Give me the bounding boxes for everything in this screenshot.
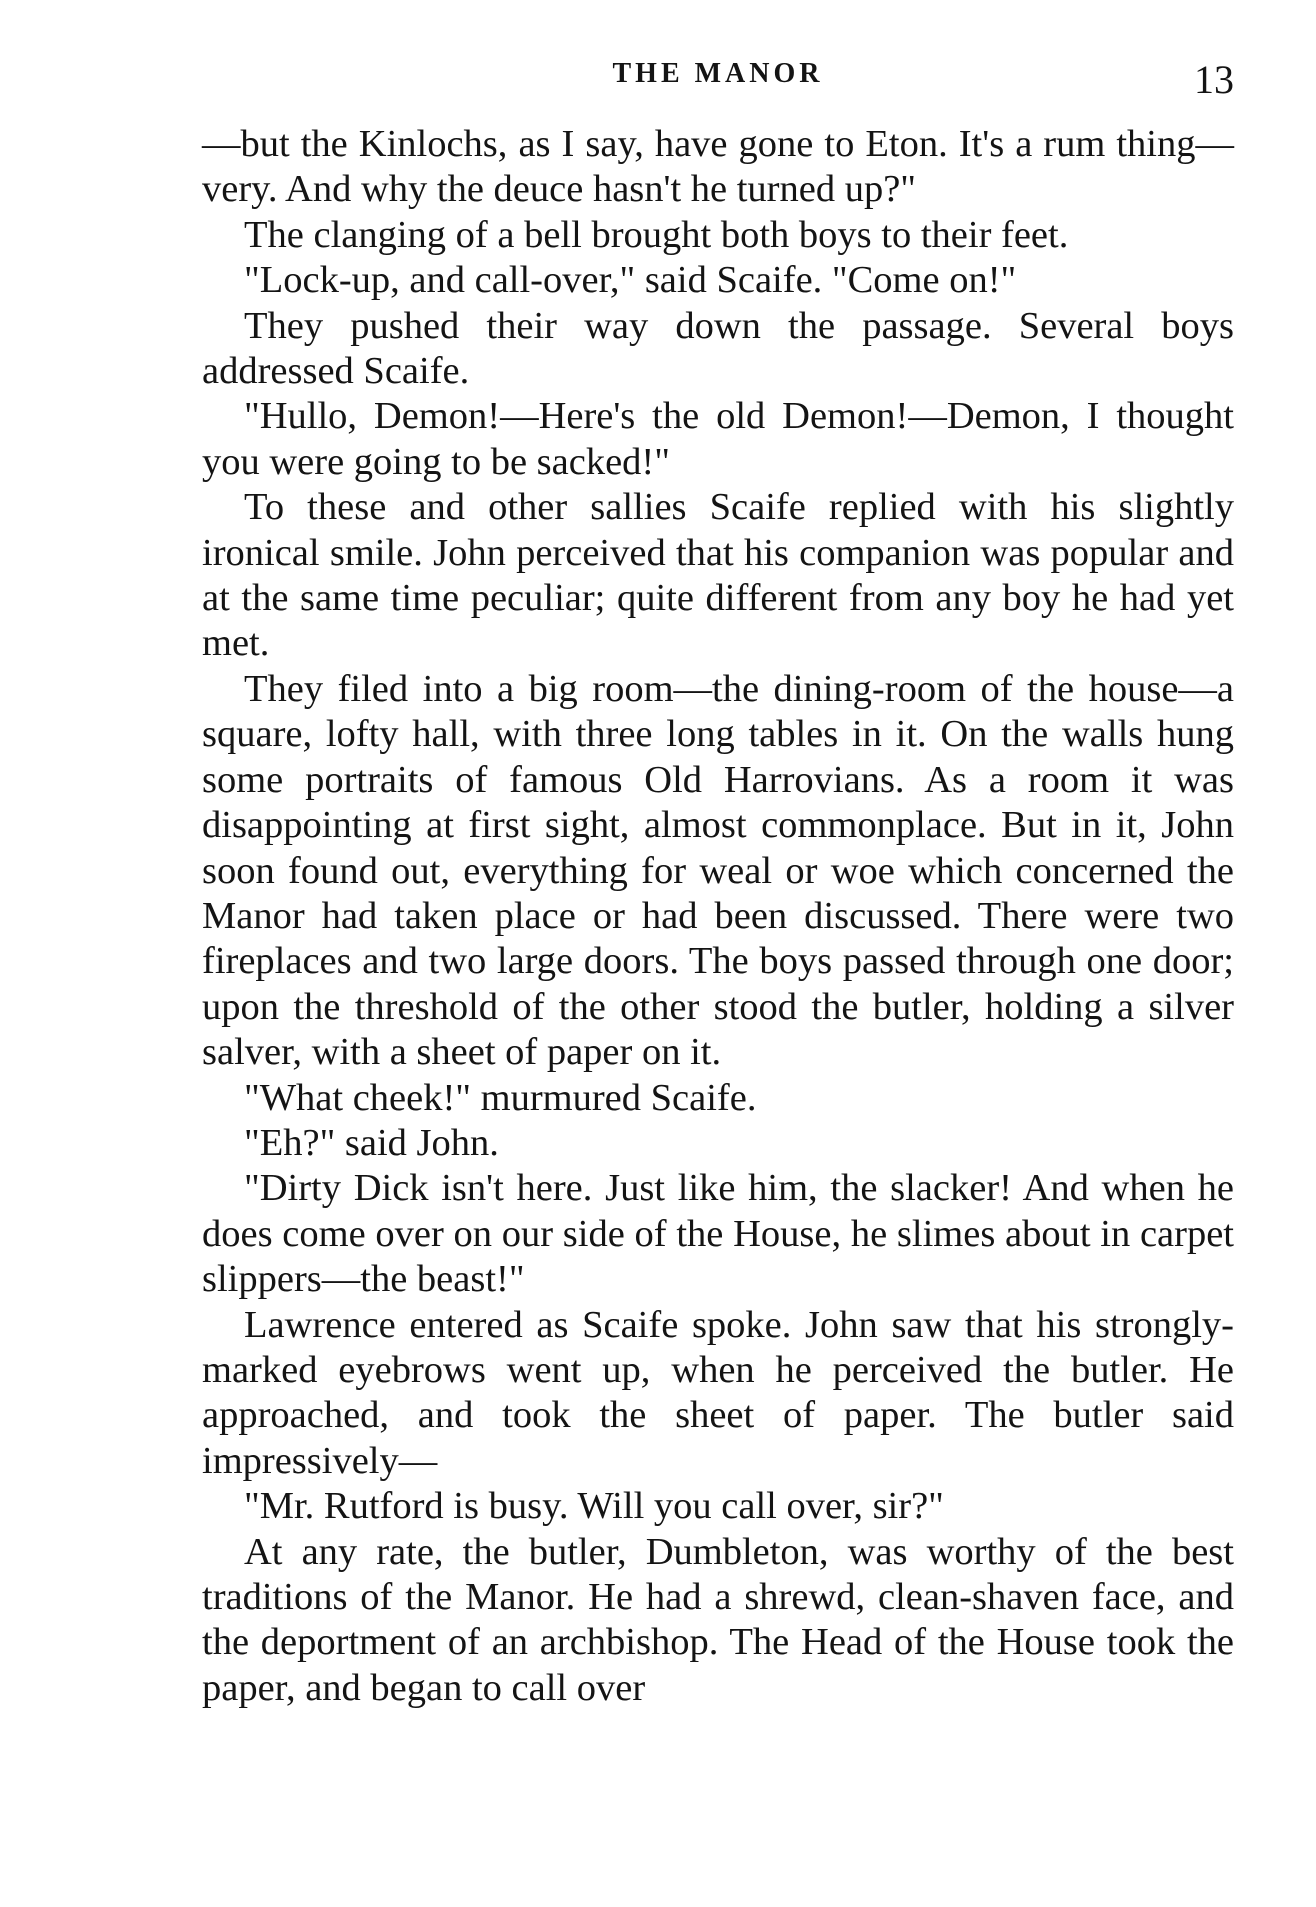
paragraph: "Dirty Dick isn't here. Just like him, the slacker! And when he does come over on our side of the House, he slimes about in carpet slippers—the beast!" bbox=[202, 1167, 1234, 1301]
page-header bbox=[202, 56, 1234, 112]
paragraph: "Lock-up, and call-over," said Scaife. "Come on!" bbox=[244, 259, 1017, 302]
paragraph: Lawrence entered as Scaife spoke. John saw that his strongly-marked eyebrows went up, when he perceived the butler. He approached, and took the sheet of paper. The butler said impressively— bbox=[202, 1303, 1234, 1482]
paragraph: To these and other sallies Scaife replied with his slightly ironical smile. John perceived that his companion was popular and at the same time peculiar; quite different from any boy he had yet met. bbox=[202, 486, 1234, 665]
paragraph: —but the Kinlochs, as I say, have gone to Eton. It's a rum thing—very. And why the deuce hasn't he turned up?" bbox=[202, 123, 1234, 211]
paragraph: "Mr. Rutford is busy. Will you call over, sir?" bbox=[244, 1485, 944, 1528]
paragraph: "Eh?" said John. bbox=[244, 1121, 499, 1164]
paragraph: The clanging of a bell brought both boys to their feet. bbox=[244, 213, 1069, 256]
paragraph: They filed into a big room—the dining-room of the house—a square, lofty hall, with three long tables in it. On the walls hung some portraits of famous Old Harrovians. As a room it was disappointing at first sight, almost commonplace. But in it, John soon found out, everything for weal or woe which concerned the Manor had taken place or had been discussed. There were two fireplaces and two large doors. The boys passed through one door; upon the threshold of the other stood the butler, holding a silver salver, with a sheet of paper on it. bbox=[202, 667, 1234, 1074]
book-page bbox=[202, 56, 1234, 1711]
page-number: 13 bbox=[1194, 57, 1234, 102]
paragraph: They pushed their way down the passage. Several boys addressed Scaife. bbox=[202, 304, 1234, 393]
running-head: THE MANOR bbox=[612, 58, 824, 89]
paragraph: "What cheek!" murmured Scaife. bbox=[244, 1076, 757, 1119]
paragraph: "Hullo, Demon!—Here's the old Demon!—Demon, I thought you were going to be sacked!" bbox=[202, 395, 1234, 483]
paragraph: At any rate, the butler, Dumbleton, was worthy of the best traditions of the Manor. He had a shrewd, clean-shaven face, and the deportment of an archbishop. The Head of the House took the paper, and began to call over bbox=[202, 1530, 1234, 1709]
body-text bbox=[202, 122, 1234, 1711]
